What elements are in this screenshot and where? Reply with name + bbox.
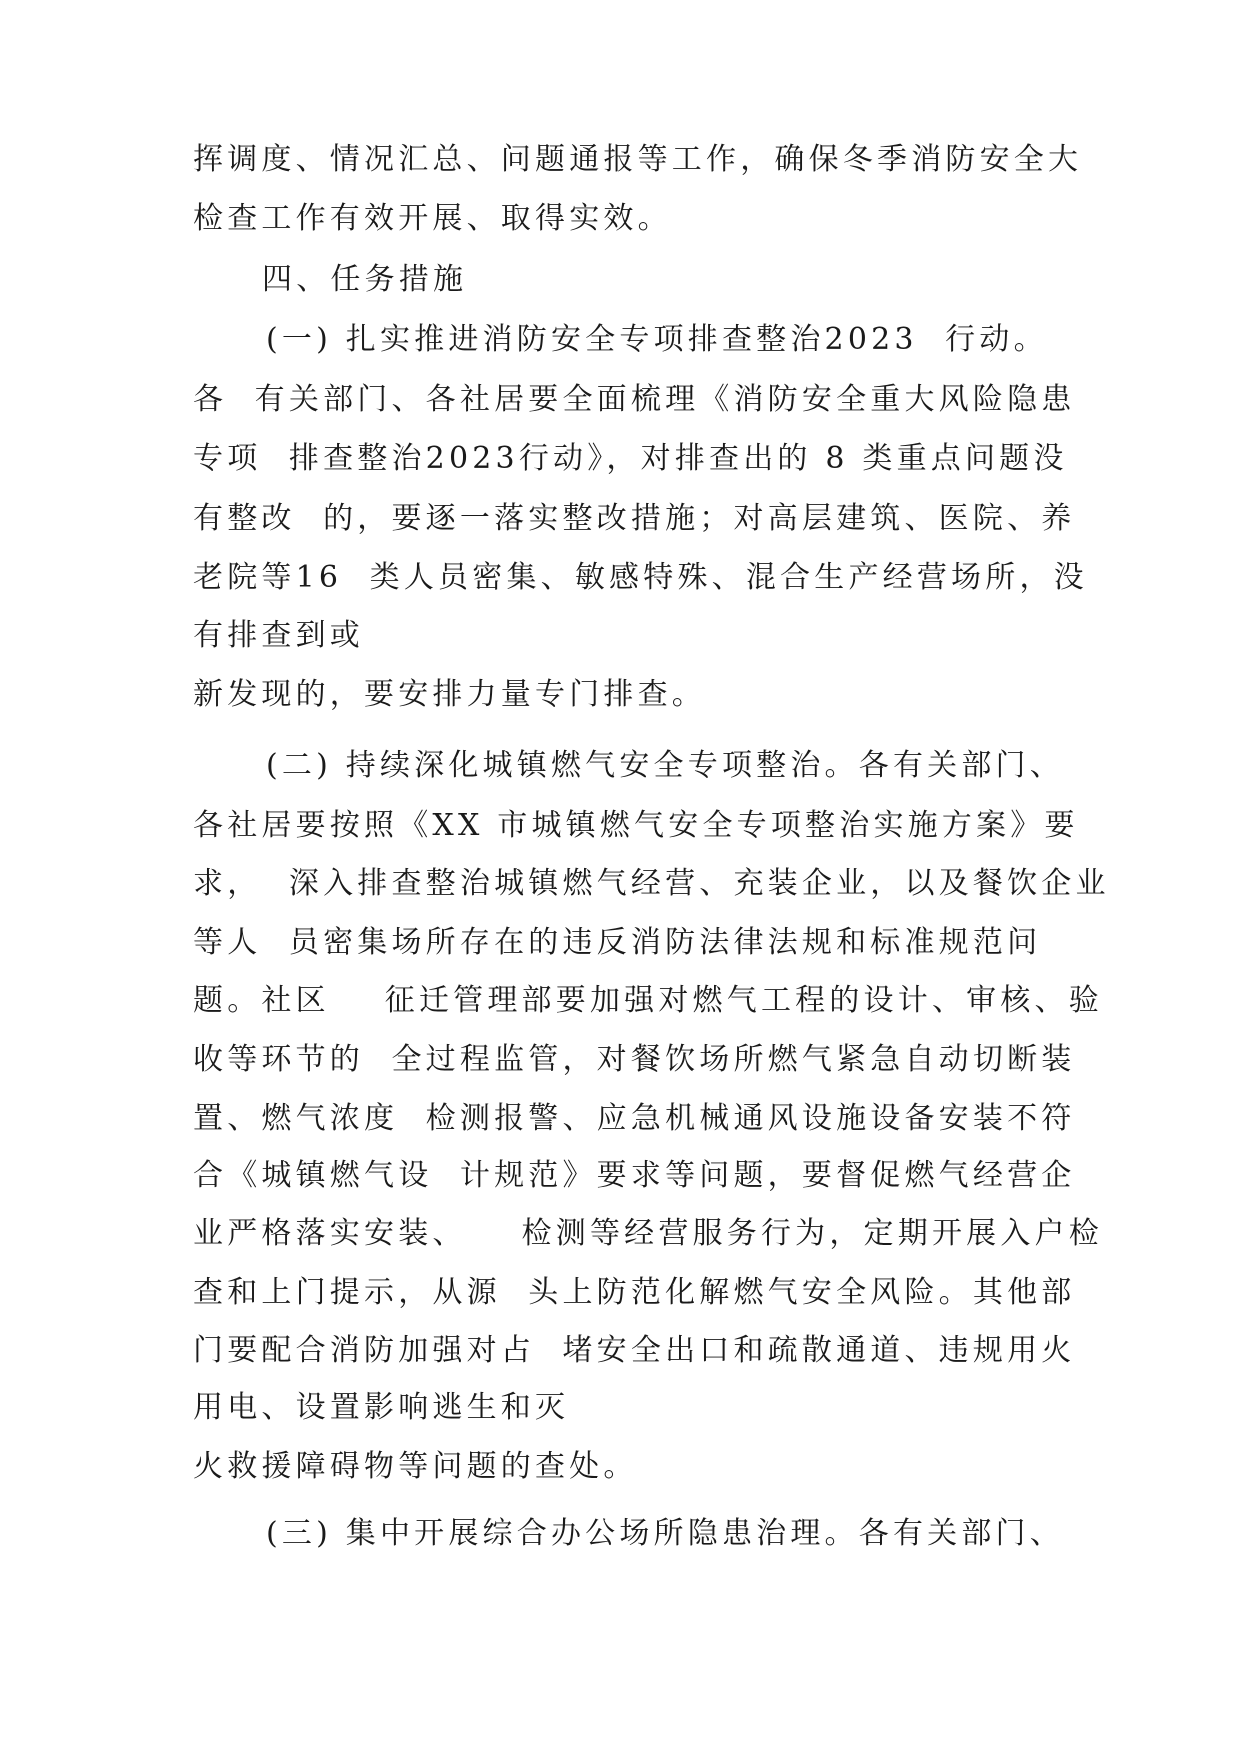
text-line: 检查工作有效开展、取得实效。 — [193, 201, 672, 236]
text-line: 题。社区 征迁管理部要加强对燃气工程的设计、审核、验 — [193, 983, 1103, 1018]
text-line: 专项 排查整治2023行动》，对排查出的 8 类重点问题没 — [193, 441, 1068, 476]
section-heading: 四、任务措施 — [262, 262, 468, 297]
subsection-heading: (三) 集中开展综合办公场所隐患治理。各有关部门、 — [266, 1516, 1064, 1551]
text-line: 收等环节的 全过程监管，对餐饮场所燃气紧急自动切断装 — [193, 1042, 1076, 1077]
text-line: 有排查到或 — [193, 618, 364, 653]
text-line: 各社居要按照《XX 市城镇燃气安全专项整治实施方案》要 — [193, 808, 1079, 843]
text-line: 业严格落实安装、 检测等经营服务行为，定期开展入户检 — [193, 1216, 1103, 1251]
text-line: 各 有关部门、各社居要全面梳理《消防安全重大风险隐患 — [193, 382, 1076, 417]
text-line: 新发现的，要安排力量专门排查。 — [193, 677, 706, 712]
text-line: 查和上门提示，从源 头上防范化解燃气安全风险。其他部 — [193, 1275, 1076, 1310]
text-line: 有整改 的，要逐一落实整改措施；对高层建筑、医院、养 — [193, 501, 1076, 536]
text-line: 合《城镇燃气设 计规范》要求等问题，要督促燃气经营企 — [193, 1158, 1076, 1193]
subsection-heading: (一) 扎实推进消防安全专项排查整治2023 行动。 — [266, 322, 1048, 357]
text-line: 挥调度、情况汇总、问题通报等工作，确保冬季消防安全大 — [193, 142, 1083, 177]
text-line: 求， 深入排查整治城镇燃气经营、充装企业，以及餐饮企业 — [193, 866, 1110, 901]
text-line: 等人 员密集场所存在的违反消防法律法规和标准规范问 — [193, 925, 1042, 960]
text-line: 老院等16 类人员密集、敏感特殊、混合生产经营场所，没 — [193, 560, 1088, 595]
text-line: 置、燃气浓度 检测报警、应急机械通风设施设备安装不符 — [193, 1101, 1076, 1136]
text-line: 门要配合消防加强对占 堵安全出口和疏散通道、违规用火 — [193, 1333, 1076, 1368]
text-line: 用电、设置影响逃生和灭 — [193, 1390, 570, 1425]
subsection-heading: (二) 持续深化城镇燃气安全专项整治。各有关部门、 — [266, 748, 1064, 783]
text-line: 火救援障碍物等问题的查处。 — [193, 1449, 638, 1484]
